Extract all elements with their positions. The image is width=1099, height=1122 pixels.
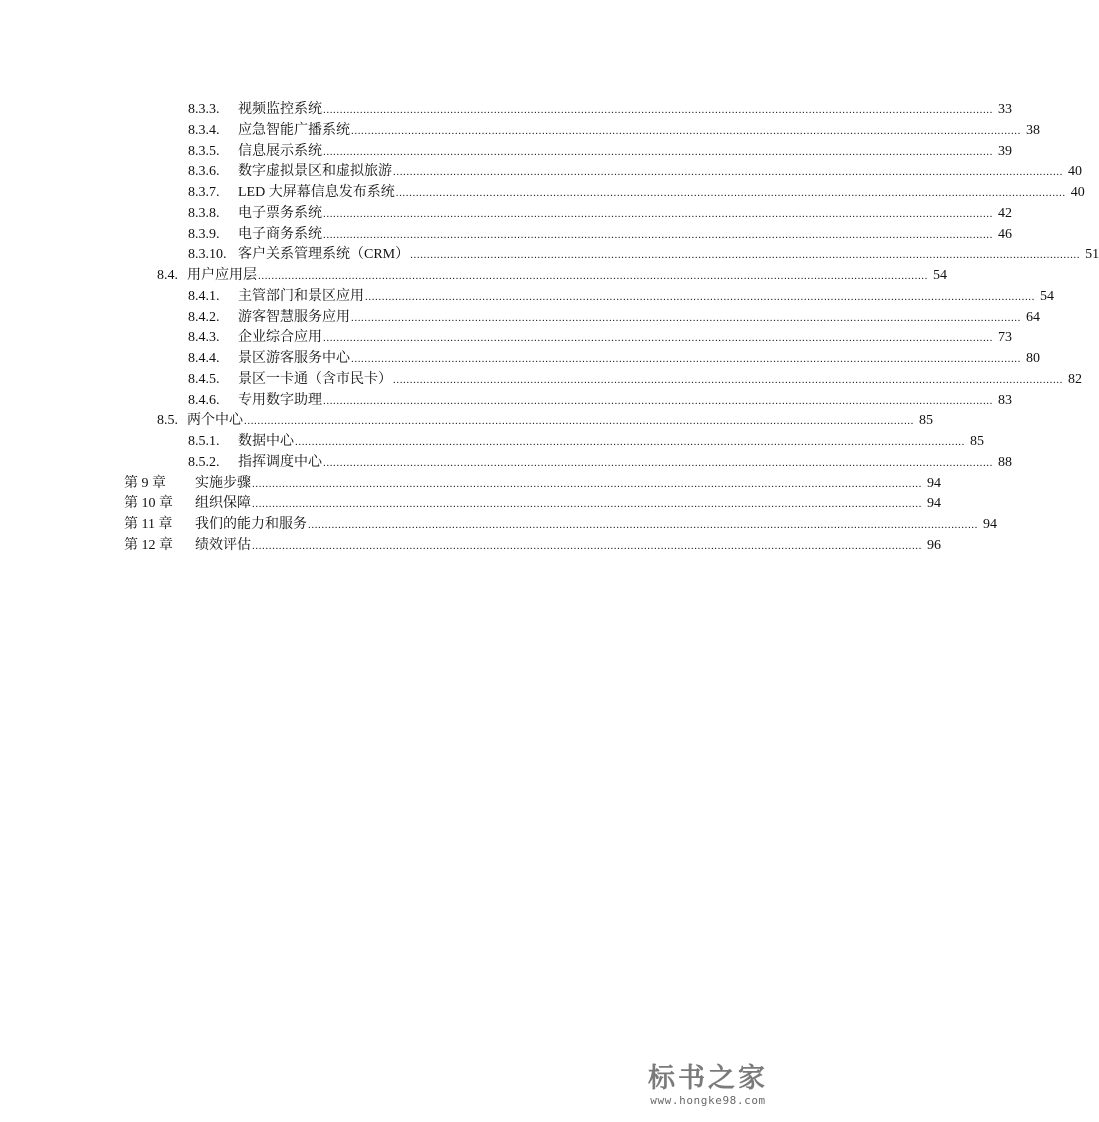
toc-entry-title: 两个中心 xyxy=(187,413,243,429)
toc-entry[interactable] xyxy=(188,121,1040,141)
toc-entry[interactable] xyxy=(188,328,1012,348)
toc-dot-leader: ........................................................................................................................................................................................................ xyxy=(323,207,993,220)
toc-dot-leader: ........................................................................................................................................................................................................ xyxy=(395,187,1066,199)
toc-entry-title: 电子票务系统 xyxy=(238,205,322,221)
watermark-title: 标书之家 xyxy=(648,1063,768,1094)
toc-entry-title: 主管部门和景区应用 xyxy=(238,288,364,304)
toc-dot-leader: ........................................................................................................................................................................................................ xyxy=(258,270,928,282)
watermark-logo xyxy=(633,1064,783,1108)
toc-entry[interactable] xyxy=(188,391,1012,411)
toc-entry-number: 8.5.1. xyxy=(188,434,220,449)
toc-entry-number: 8.3.10. xyxy=(188,247,227,263)
toc-entry-title: 景区游客服务中心 xyxy=(238,351,350,366)
toc-entry[interactable] xyxy=(124,474,941,494)
toc-entry[interactable] xyxy=(188,162,1082,182)
toc-dot-leader: ........................................................................................................................................................................................................ xyxy=(410,249,1081,262)
toc-entry-number: 8.3.6. xyxy=(188,164,220,180)
toc-entry[interactable] xyxy=(157,411,933,431)
toc-entry-number: 第 11 章 xyxy=(124,517,173,532)
toc-dot-leader: ........................................................................................................................................................................................................ xyxy=(393,373,1063,386)
toc-entry-number: 8.4.6. xyxy=(188,392,220,408)
toc-page-number: 38 xyxy=(1026,122,1040,138)
toc-entry[interactable] xyxy=(188,225,1012,245)
toc-dot-leader: ........................................................................................................................................................................................................ xyxy=(365,290,1035,303)
toc-entry-number: 8.4.1. xyxy=(188,288,220,304)
toc-entry-number: 8.5.2. xyxy=(188,454,220,470)
toc-dot-leader: ........................................................................................................................................................................................................ xyxy=(351,311,1021,324)
toc-entry[interactable] xyxy=(188,370,1082,390)
toc-dot-leader: ........................................................................................................................................................................................................ xyxy=(351,353,1021,365)
toc-entry-title: 景区一卡通（含市民卡） xyxy=(238,371,392,387)
toc-dot-leader: ........................................................................................................................................................................................................ xyxy=(351,124,1021,137)
toc-entry[interactable] xyxy=(124,536,941,556)
toc-entry-title: 数据中心 xyxy=(238,434,294,449)
toc-dot-leader: ........................................................................................................................................................................................................ xyxy=(295,436,965,448)
toc-entry-number: 8.5. xyxy=(157,413,178,429)
toc-entry[interactable] xyxy=(188,204,1012,224)
toc-entry[interactable] xyxy=(188,453,1012,473)
toc-page-number: 85 xyxy=(919,413,933,429)
toc-entry[interactable] xyxy=(124,494,941,514)
toc-page-number: 94 xyxy=(927,496,941,512)
toc-entry[interactable] xyxy=(188,142,1012,162)
toc-entry-number: 8.3.5. xyxy=(188,143,220,159)
toc-entry-title: 信息展示系统 xyxy=(238,143,322,159)
toc-entry-title: 组织保障 xyxy=(195,496,251,512)
toc-entry-title: 我们的能力和服务 xyxy=(195,517,307,532)
toc-entry-number: 第 12 章 xyxy=(124,537,173,553)
toc-entry-title: 企业综合应用 xyxy=(238,330,322,346)
toc-entry-number: 8.4.5. xyxy=(188,371,220,387)
toc-entry-number: 8.3.8. xyxy=(188,205,220,221)
toc-entry[interactable] xyxy=(188,100,1012,120)
toc-entry-title: 游客智慧服务应用 xyxy=(238,309,350,325)
toc-entry-number: 8.4.3. xyxy=(188,330,220,346)
toc-entry-title: 实施步骤 xyxy=(195,475,251,491)
toc-dot-leader: ........................................................................................................................................................................................................ xyxy=(323,228,993,241)
toc-page-number: 51 xyxy=(1085,247,1099,263)
toc-dot-leader: ........................................................................................................................................................................................................ xyxy=(308,519,978,531)
toc-page-number: 40 xyxy=(1070,185,1085,200)
toc-entry[interactable] xyxy=(188,308,1040,328)
toc-entry[interactable] xyxy=(188,432,984,452)
toc-entry-number: 8.3.4. xyxy=(188,122,220,138)
toc-page-number: 46 xyxy=(998,226,1012,242)
toc-entry[interactable] xyxy=(157,266,947,286)
toc-dot-leader: ........................................................................................................................................................................................................ xyxy=(323,332,993,345)
toc-entry-number: 8.4.2. xyxy=(188,309,220,325)
toc-page-number: 96 xyxy=(927,537,941,553)
toc-entry-number: 8.3.3. xyxy=(188,102,220,117)
toc-entry[interactable] xyxy=(188,245,1099,265)
toc-dot-leader: ........................................................................................................................................................................................................ xyxy=(323,394,993,407)
toc-page-number: 88 xyxy=(998,454,1012,470)
toc-dot-leader: ........................................................................................................................................................................................................ xyxy=(252,498,922,511)
toc-entry-number: 第 10 章 xyxy=(124,496,173,512)
toc-entry-number: 8.4. xyxy=(157,268,178,283)
toc-dot-leader: ........................................................................................................................................................................................................ xyxy=(323,104,993,116)
toc-page-number: 33 xyxy=(998,102,1012,117)
toc-entry-title: LED 大屏幕信息发布系统 xyxy=(238,185,395,200)
toc-page-number: 73 xyxy=(998,330,1012,346)
toc-entry[interactable] xyxy=(188,349,1040,369)
toc-entry[interactable] xyxy=(188,183,1085,203)
toc-entry-title: 应急智能广播系统 xyxy=(238,122,350,138)
toc-entry-title: 指挥调度中心 xyxy=(238,454,322,470)
toc-page-number: 80 xyxy=(1026,351,1040,366)
toc-page-number: 54 xyxy=(933,268,947,283)
toc-dot-leader: ........................................................................................................................................................................................................ xyxy=(393,166,1063,179)
toc-page-number: 39 xyxy=(998,143,1012,159)
toc-entry-number: 8.3.9. xyxy=(188,226,220,242)
toc-entry[interactable] xyxy=(188,287,1054,307)
toc-dot-leader: ........................................................................................................................................................................................................ xyxy=(323,456,993,469)
toc-page-number: 94 xyxy=(927,475,941,491)
toc-page-number: 82 xyxy=(1068,371,1082,387)
toc-entry-title: 视频监控系统 xyxy=(238,102,322,117)
toc-dot-leader: ........................................................................................................................................................................................................ xyxy=(252,539,922,552)
toc-entry-number: 8.3.7. xyxy=(188,185,220,200)
toc-entry-number: 8.4.4. xyxy=(188,351,220,366)
toc-entry-title: 用户应用层 xyxy=(187,268,257,283)
toc-page-number: 94 xyxy=(983,517,997,532)
toc-entry-title: 电子商务系统 xyxy=(238,226,322,242)
toc-page-number: 40 xyxy=(1068,164,1082,180)
toc-entry-number: 第 9 章 xyxy=(124,475,166,491)
toc-entry[interactable] xyxy=(124,515,997,535)
toc-page-number: 42 xyxy=(998,205,1012,221)
toc-dot-leader: ........................................................................................................................................................................................................ xyxy=(244,415,914,428)
toc-dot-leader: ........................................................................................................................................................................................................ xyxy=(252,477,922,490)
toc-page-number: 83 xyxy=(998,392,1012,408)
toc-entry-title: 数字虚拟景区和虚拟旅游 xyxy=(238,164,392,180)
toc-entry-title: 专用数字助理 xyxy=(238,392,322,408)
toc-page-number: 64 xyxy=(1026,309,1040,325)
toc-page-number: 54 xyxy=(1040,288,1054,304)
watermark-url: www.hongke98.com xyxy=(650,1094,766,1107)
toc-dot-leader: ........................................................................................................................................................................................................ xyxy=(323,145,993,158)
toc-page-number: 85 xyxy=(970,434,984,449)
toc-entry-title: 客户关系管理系统（CRM） xyxy=(238,247,410,263)
toc-entry-title: 绩效评估 xyxy=(195,537,251,553)
